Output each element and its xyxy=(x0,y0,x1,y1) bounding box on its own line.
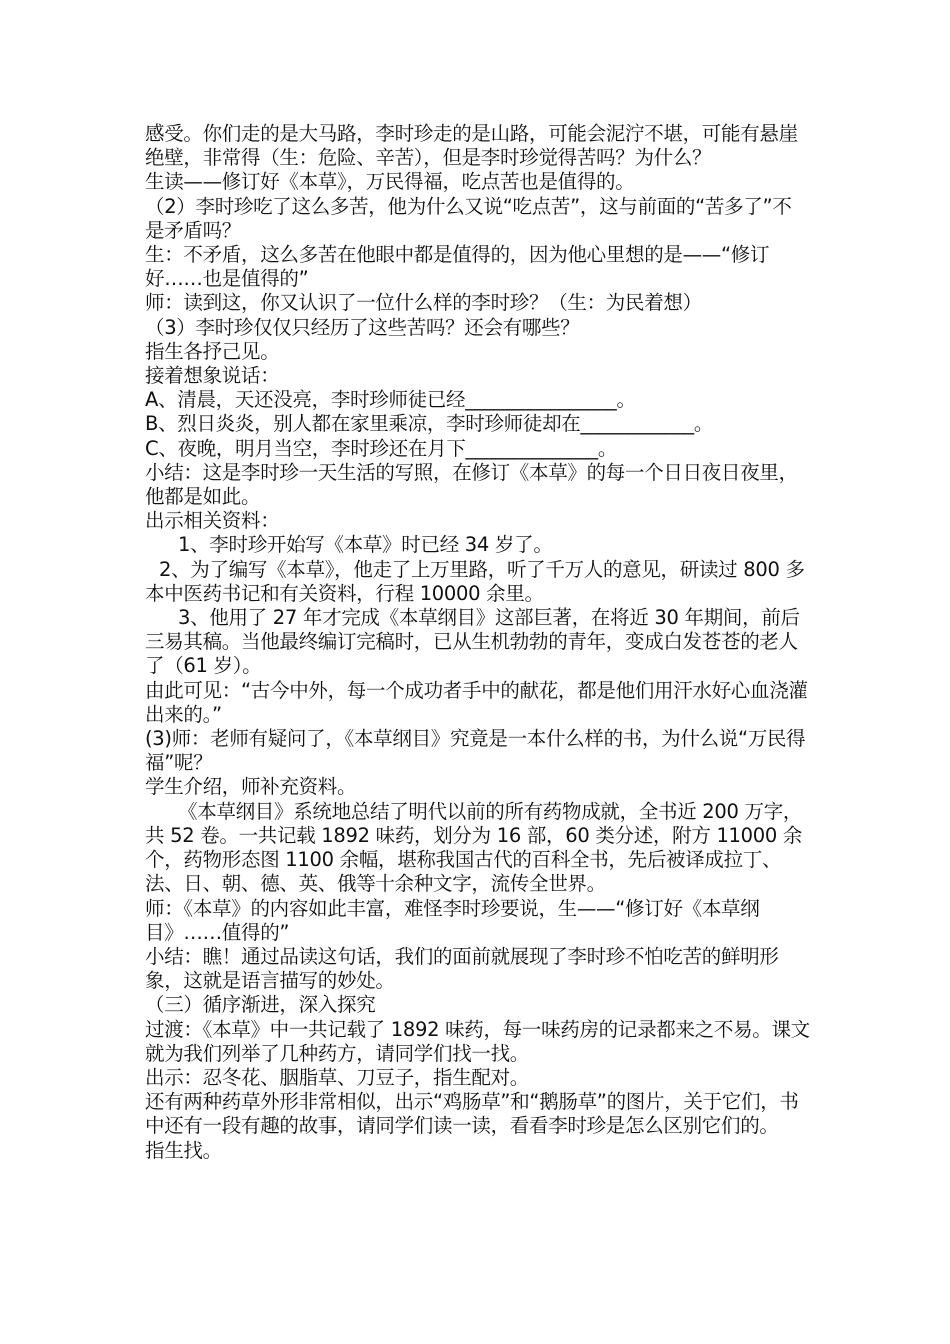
document-body xyxy=(145,122,810,1163)
paragraph-summary-2: 小结：瞧！通过品读这句话，我们的面前就展现了李时珍不怕吃苦的鲜明形象，这就是语言描写的妙处。 xyxy=(145,944,779,993)
fill-blank-b: B、烈日炎炎，别人都在家里乘凉，李时珍师徒却在____________。 xyxy=(145,412,714,436)
paragraph-summary-1: 小结：这是李时珍一天生活的写照，在修订《本草》的每一个日日夜日夜里，他都是如此。 xyxy=(145,460,798,509)
paragraph-intro: 感受。你们走的是大马路，李时珍走的是山路，可能会泥泞不堪，可能有悬崖绝壁，非常得（生：危险、辛苦），但是李时珍觉得苦吗？为什么？ xyxy=(145,122,798,170)
paragraph-question-3: （3）李时珍仅仅只经历了这些苦吗？还会有哪些？ xyxy=(145,315,580,339)
paragraph-imagine: 接着想象说话： xyxy=(145,364,280,388)
paragraph-conclusion: 由此可见：“古今中外，每一个成功者手中的献花，都是他们用汗水好心血浇灌出来的。” xyxy=(145,678,808,726)
paragraph-teacher-doubt: (3)师：老师有疑问了，《本草纲目》究竟是一本什么样的书，为什么说“万民得福”呢？ xyxy=(145,727,806,775)
paragraph-find: 指生找。 xyxy=(145,1138,222,1162)
paragraph-teacher-question: 师：读到这，你又认识了一位什么样的李时珍？（生：为民着想） xyxy=(145,291,702,315)
material-item-2: 2、为了编写《本草》，他走了上万里路，听了千万人的意见，研读过 800 多本中医药书记和有关资料，行程 10000 余里。 xyxy=(145,557,805,605)
material-item-1: 1、李时珍开始写《本草》时已经 34 岁了。 xyxy=(178,533,553,557)
material-item-3: 3、他用了 27 年才完成《本草纲目》这部巨著，在将近 30 年期间，前后三易其稿。当他最终编订完稿时，已从生机勃勃的青年，变成白发苍苍的老人了（61 岁）。 xyxy=(145,606,800,678)
paragraph-teacher-comment: 师：《本草》的内容如此丰富，难怪李时珍要说，生——“修订好《本草纲目》……值得的” xyxy=(145,896,760,944)
paragraph-student-read: 生读——修订好《本草》，万民得福，吃点苦也是值得的。 xyxy=(145,170,635,194)
paragraph-student-intro: 学生介绍，师补充资料。 xyxy=(145,775,357,799)
fill-blank-a: A、清晨，天还没亮，李时珍师徒已经________________。 xyxy=(145,388,636,412)
paragraph-two-herbs: 还有两种药草外形非常相似，出示“鸡肠草”和“鹅肠草”的图片，关于它们，书中还有一段有趣的故事，请同学们读一读，看看李时珍是怎么区别它们的。 xyxy=(145,1090,799,1138)
paragraph-bencao-description: 《本草纲目》系统地总结了明代以前的所有药物成就，全书近 200 万字，共 52 卷。一共记载 1892 味药，划分为 16 部，60 类分述，附方 11000 余个，药物形态图 1100 余幅，堪称我国古代的百科全书，先后被译成拉丁、法、日、朝、德、英、俄等十余种文字，流传全世界。 xyxy=(145,799,803,896)
paragraph-question-2: （2）李时珍吃了这么多苦，他为什么又说“吃点苦”，这与前面的“苦多了”不是矛盾吗？ xyxy=(145,194,792,242)
fill-blank-c: C、夜晚，明月当空，李时珍还在月下______________。 xyxy=(145,436,618,460)
paragraph-show-herbs: 出示：忍冬花、胭脂草、刀豆子，指生配对。 xyxy=(145,1065,530,1089)
section-heading-3: （三）循序渐进，深入探究 xyxy=(145,993,376,1017)
paragraph-student-answer: 生：不矛盾，这么多苦在他眼中都是值得的，因为他心里想的是——“修订好……也是值得的” xyxy=(145,243,770,291)
paragraph-discussion: 指生各抒己见。 xyxy=(145,339,280,363)
paragraph-materials-heading: 出示相关资料： xyxy=(145,509,280,533)
paragraph-transition: 过渡：《本草》中一共记载了 1892 味药，每一味药房的记录都来之不易。课文就为我们列举了几种药方，请同学们找一找。 xyxy=(145,1017,810,1065)
